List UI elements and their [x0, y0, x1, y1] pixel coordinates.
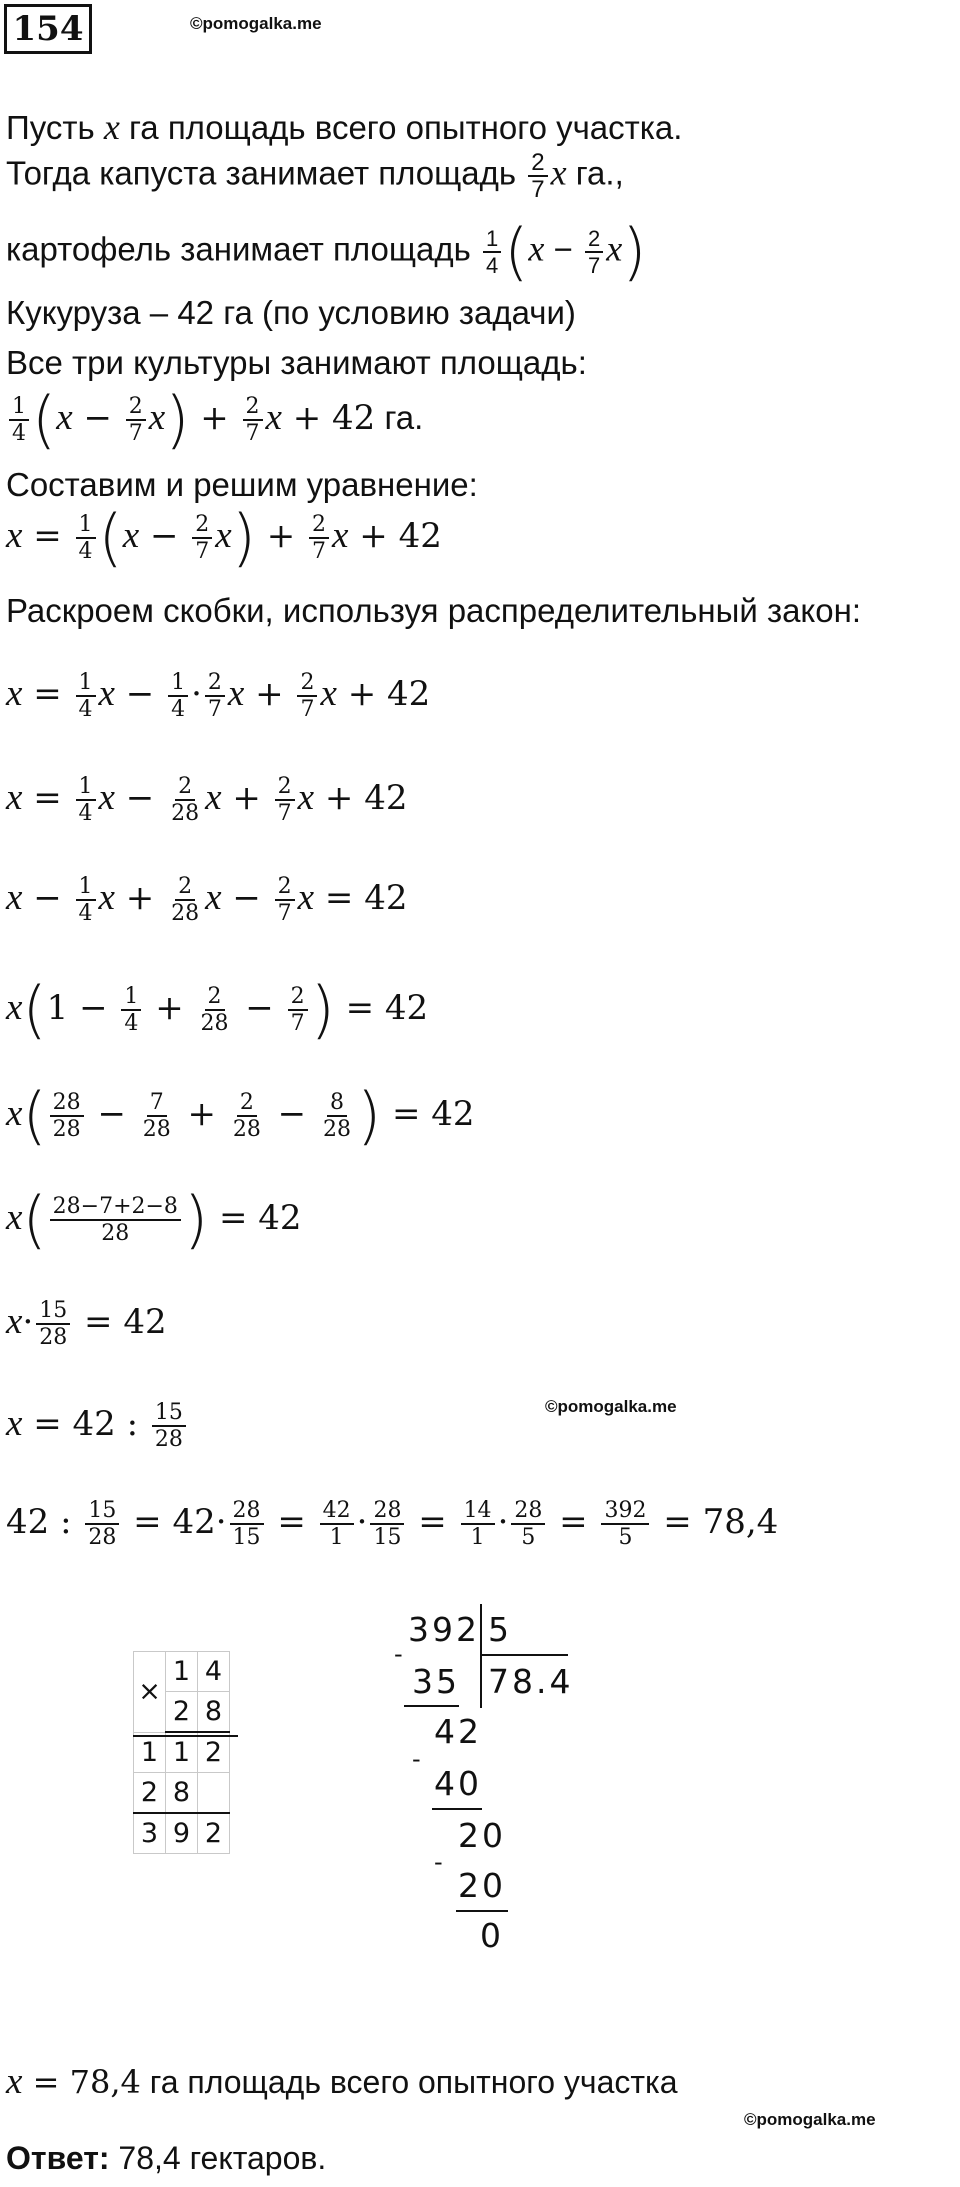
- division-step-rule: [456, 1910, 508, 1912]
- text-line-1: Пусть x га площадь всего опытного участка.: [6, 107, 683, 147]
- mul-cell: 4: [198, 1652, 230, 1692]
- division-step: 42: [434, 1712, 482, 1751]
- division-step: 40: [434, 1764, 482, 1803]
- equation-2: x = $\frac{1}{4}$ x − $\frac{1}{4}$ · $\frac{2}{7}$ x + $\frac{2}{7}$ x + 42: [6, 670, 431, 722]
- mul-rule-1: [133, 1735, 238, 1737]
- mul-cell: 2: [198, 1732, 230, 1773]
- equation-10: 42 : $\frac{15}{28}$ = 42· $\frac{28}{15}$ = $\frac{42}{1}$ · $\frac{28}{15}$ = $\frac{14}{1}$ · $\frac{28}{5}$ = $\frac{392}{5}$ = 78,4: [6, 1498, 779, 1550]
- mul-cell: 8: [198, 1692, 230, 1733]
- text-line-9: Раскроем скобки, используя распределительный закон:: [6, 592, 861, 629]
- division-step: 20: [458, 1866, 506, 1905]
- mul-cell: 1: [166, 1732, 198, 1773]
- answer-value: 78,4 гектаров.: [109, 2140, 327, 2176]
- text-line-5: Все три культуры занимают площадь:: [6, 344, 587, 381]
- dividend: 392: [408, 1610, 480, 1649]
- equation-6: x( $\frac{28}{28}$ − $\frac{7}{28}$ + $\frac{2}{28}$ − $\frac{8}{28}$ ) = 42: [6, 1079, 475, 1152]
- mul-cell: 8: [166, 1773, 198, 1814]
- watermark: ©pomogalka.me: [190, 14, 322, 33]
- equation-5: x(1 − $\frac{1}{4}$ + $\frac{2}{28}$ − $\frac{2}{7}$ ) = 42: [6, 973, 429, 1046]
- mul-sign: ×: [134, 1652, 166, 1733]
- mul-cell: 1: [166, 1652, 198, 1692]
- final-result: x = 78,4 га площадь всего опытного участка: [6, 2061, 678, 2102]
- expression-total-area: $\frac{1}{4}$ (x − $\frac{2}{7}$ x) + $\frac{2}{7}$ x + 42 га.: [6, 390, 423, 450]
- column-multiplication: [133, 1651, 230, 1854]
- quotient: 78.4: [488, 1662, 574, 1701]
- minus-sign: -: [394, 1640, 406, 1668]
- mul-cell: 2: [166, 1692, 198, 1733]
- minus-sign: -: [434, 1848, 446, 1876]
- text-line-2: Тогда капуста занимает площадь $\frac{2}{7}$ x га.,: [6, 149, 624, 203]
- mul-cell: 9: [166, 1813, 198, 1854]
- watermark-middle: ©pomogalka.me: [545, 1397, 677, 1416]
- equation-8: x· $\frac{15}{28}$ = 42: [6, 1298, 167, 1350]
- mul-cell: 1: [134, 1732, 166, 1773]
- divisor: 5: [488, 1610, 512, 1649]
- watermark-bottom: ©pomogalka.me: [744, 2110, 876, 2129]
- equation-9: x = 42 : $\frac{15}{28}$: [6, 1400, 189, 1452]
- minus-sign: -: [412, 1745, 424, 1773]
- equation-1: x = $\frac{1}{4}$ (x − $\frac{2}{7}$ x) + $\frac{2}{7}$ x + 42: [6, 501, 442, 574]
- division-horizontal-line: [480, 1654, 568, 1656]
- division-step-rule: [432, 1808, 482, 1810]
- mul-cell: 3: [134, 1813, 166, 1854]
- division-step-rule: [404, 1705, 459, 1707]
- division-step: 35: [412, 1662, 460, 1701]
- equation-7: x( $\frac{28-7+2-8}{28}$ ) = 42: [6, 1183, 302, 1256]
- division-step: 0: [480, 1916, 504, 1955]
- mul-cell: [198, 1773, 230, 1814]
- text-line-7: Составим и решим уравнение:: [6, 466, 478, 503]
- mul-cell: 2: [134, 1773, 166, 1814]
- answer-label: Ответ:: [6, 2140, 110, 2176]
- division-step: 20: [458, 1816, 506, 1855]
- mul-cell: 2: [198, 1813, 230, 1854]
- division-vertical-line: [480, 1604, 482, 1708]
- text-line-3: картофель занимает площадь $\frac{1}{4}$ (x − $\frac{2}{7}$ x): [6, 215, 647, 288]
- text-line-4: Кукуруза – 42 га (по условию задачи): [6, 294, 576, 331]
- equation-4: x − $\frac{1}{4}$ x + $\frac{2}{28}$ x − $\frac{2}{7}$ x = 42: [6, 874, 408, 926]
- answer: [6, 2140, 326, 2177]
- problem-number: 154: [4, 4, 92, 54]
- equation-3: x = $\frac{1}{4}$ x − $\frac{2}{28}$ x + $\frac{2}{7}$ x + 42: [6, 774, 408, 826]
